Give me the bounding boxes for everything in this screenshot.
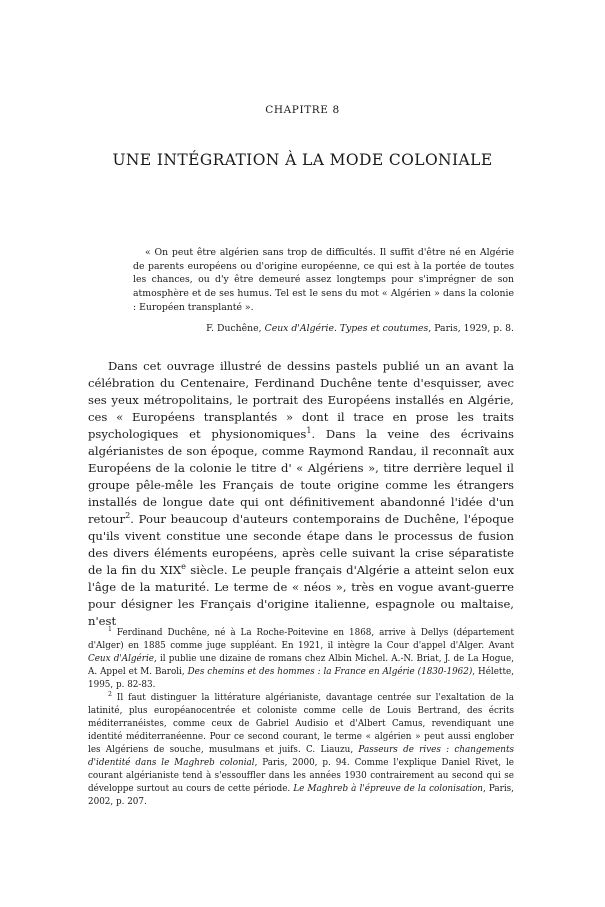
chapter-title: UNE INTÉGRATION À LA MODE COLONIALE — [112, 151, 493, 169]
chapter-label: CHAPITRE 8 — [265, 104, 340, 116]
epigraph-source-title: Ceux d'Algérie. Types et coutumes — [264, 323, 429, 334]
footnote-ref-2[interactable]: 2 — [125, 510, 131, 521]
footnote-text: Ferdinand Duchêne, né à La Roche-Poitevine en 1868, arrive à Dellys (département d'Alger) en 1885 comme juge suppléant. En 1921, il intègre la Cour d'appel d'Alger. Avant — [88, 628, 514, 651]
footnote-1 — [88, 627, 514, 692]
paragraph-text: . Dans la veine des écrivains algérianistes de son époque, comme Raymond Randau, il reconnaît aux Européens de la colonie le titre d' « Algériens », titre derrière lequel il groupe pêle-mêle les Français de toute origine comme les étrangers installés de longue date qui ont définitivement abandonné l'idée d'un retour — [88, 427, 514, 526]
epigraph — [133, 246, 514, 315]
footnote-text: , Hélette, 1995, p. 82-83. — [88, 667, 514, 690]
century-superscript: e — [181, 561, 186, 572]
footnote-title: Des chemins et des hommes : la France en Algérie (1830-1962) — [187, 667, 473, 677]
footnote-text: , il publie une dizaine de romans chez Albin Michel. A.-N. Briat, J. de La Hogue, A. Appel et M. Baroli, — [88, 654, 514, 677]
footnote-2 — [88, 692, 514, 809]
epigraph-source-details: , Paris, 1929, p. 8. — [428, 323, 514, 334]
epigraph-quote: « On peut être algérien sans trop de difficultés. Il suffit d'être né en Algérie de parents européens ou d'origine européenne, ce qui est à la portée de toutes les chances, ou d'y être demeuré assez longtemps pour s'imprégner de son atmosphère et de ses humus. Tel est le sens du mot « Algérien » dans la colonie : Européen transplanté ». — [133, 247, 514, 313]
main-paragraph — [88, 358, 514, 630]
footnote-number: 1 — [108, 626, 112, 634]
footnote-number: 2 — [108, 691, 112, 699]
paragraph-text: siècle. Le peuple français d'Algérie a atteint selon eux l'âge de la maturité. Le terme de « néos », très en vogue avant-guerre pour désigner les Français d'origine italienne, espagnole ou maltaise, n'est — [88, 563, 514, 628]
epigraph-source — [140, 323, 514, 334]
footnote-title: Passeurs de rives : changements d'identité dans le Maghreb colonial — [88, 745, 514, 768]
paragraph-text: Dans cet ouvrage illustré de dessins pastels publié un an avant la célébration du Centenaire, Ferdinand Duchêne tente d'esquisser, avec ses yeux métropolitains, le portrait des Européens installés en Algérie, ces « Européens transplantés » dont il trace en prose les traits psychologiques et physionomiques — [88, 359, 514, 441]
paragraph — [88, 358, 514, 630]
footnotes — [88, 627, 514, 809]
footnote-title: Ceux d'Algérie — [88, 654, 154, 664]
epigraph-source-author: F. Duchêne, — [206, 323, 265, 334]
footnote-text: , Paris, 2002, p. 207. — [88, 784, 514, 807]
footnote-text: Il faut distinguer la littérature algérianiste, davantage centrée sur l'exaltation de la latinité, plus européanocentrée et coloniste comme celle de Louis Bertrand, des écrits méditerranéistes, comme ceux de Gabriel Audisio et d'Albert Camus, revendiquant une identité méditerranéenne. Pour ce second courant, le terme « algérien » peut aussi englober les Algériens de souche, musulmans et juifs. C. Liauzu, — [88, 693, 514, 755]
footnote-ref-1[interactable]: 1 — [306, 425, 312, 436]
footnote-title: Le Maghreb à l'épreuve de la colonisation — [293, 784, 483, 794]
footnote-text: , Paris, 2000, p. 94. Comme l'explique Daniel Rivet, le courant algérianiste tend à s'essouffler dans les années 1930 contrairement au second qui se développe surtout au cours de cette période. — [88, 758, 514, 794]
paragraph-text: . Pour beaucoup d'auteurs contemporains de Duchêne, l'époque qu'ils vivent constitue une seconde étape dans le processus de fusion des divers éléments européens, après celle suivant la crise séparatiste de la fin du XIX — [88, 512, 514, 577]
